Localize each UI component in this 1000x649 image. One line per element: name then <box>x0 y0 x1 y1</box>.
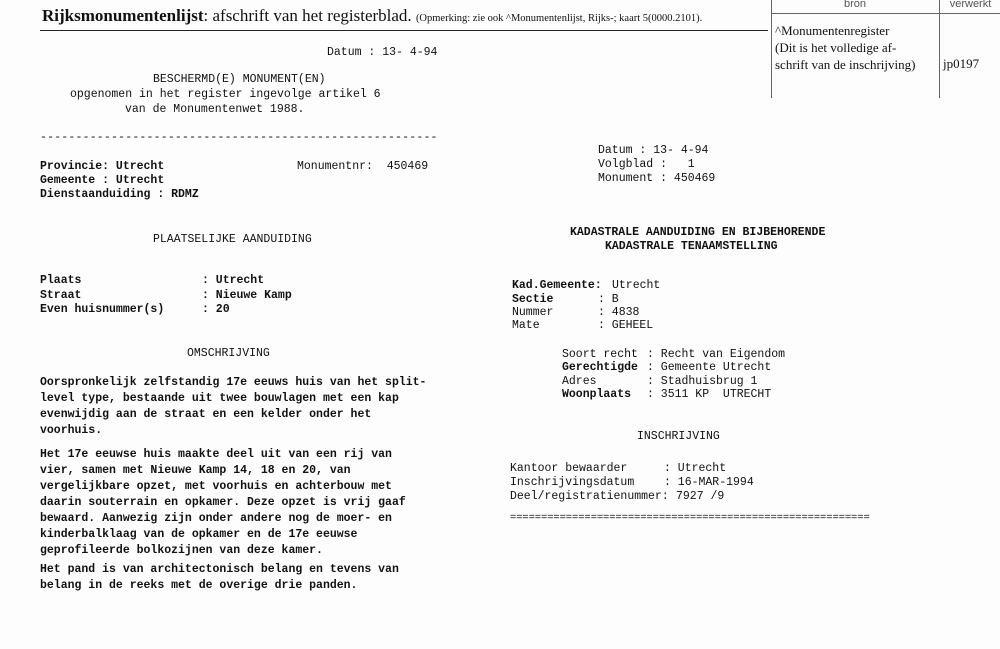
kad-gemeente-label: Kad.Gemeente: <box>512 279 602 292</box>
plaats-value: : Utrecht <box>202 274 265 287</box>
title-bold: Rijksmonumentenlijst <box>42 6 204 25</box>
left-heading-2: opgenomen in het register ingevolge artikel 6 <box>70 88 381 101</box>
inschrijvingsdatum-label: Inschrijvingsdatum <box>510 476 635 489</box>
left-heading-3: van de Monumentenwet 1988. <box>125 103 305 116</box>
deel-value: 7927 /9 <box>676 490 725 503</box>
sectie-value: : B <box>598 293 619 306</box>
straat-value: : Nieuwe Kamp <box>202 289 292 302</box>
source-box-left-border <box>771 0 772 98</box>
inschrijving-heading: INSCHRIJVING <box>637 430 720 443</box>
source-line-3: schrift van de inschrijving) <box>775 57 916 72</box>
kadastrale-heading-2: KADASTRALE TENAAMSTELLING <box>605 240 778 253</box>
kantoor-value: : Utrecht <box>664 462 727 475</box>
processed-code: jp0197 <box>943 56 980 71</box>
mate-value: : GEHEEL <box>598 319 654 332</box>
soort-recht-label: Soort recht <box>562 348 638 361</box>
woonplaats-value: : 3511 KP UTRECHT <box>647 388 772 401</box>
description-paragraph-3: Het pand is van architectonisch belang en tevens van belang in de reeks met de overige drie panden. <box>40 563 399 592</box>
omschrijving-heading: OMSCHRIJVING <box>187 347 270 360</box>
kad-gemeente-value: Utrecht <box>612 279 661 292</box>
mate-label: Mate <box>512 319 540 332</box>
source-box-header-line <box>771 13 1000 14</box>
adres-label: Adres <box>562 375 597 388</box>
adres-value: : Stadhuisbrug 1 <box>647 375 758 388</box>
title-note: (Opmerking: zie ook ^Monumentenlijst, Rijks-; kaart 5(0000.2101). <box>415 13 703 24</box>
source-box <box>771 0 1000 98</box>
huisnummer-label: Even huisnummer(s) <box>40 303 165 316</box>
gerechtigde-label: Gerechtigde <box>562 361 638 374</box>
kantoor-label: Kantoor bewaarder <box>510 462 628 475</box>
description-paragraph-2: Het 17e eeuwse huis maakte deel uit van een rij van vier, samen met Nieuwe Kamp 14, 18 en 20, van vergelijkbare opzet, met voorhuis en achterbouw met daarin souterrain en opkamer. Deze opzet is vrij gaaf bewaard. Aanwezig zijn onder andere nog de moer- en kinderbalklaag van de opkamer en de 17e eeuwse geprofileerde bolkozijnen van deze kamer. <box>40 448 406 557</box>
dienstaanduiding: Dienstaanduiding : RDMZ <box>40 188 199 201</box>
page-title <box>42 6 702 26</box>
soort-recht-value: : Recht van Eigendom <box>647 348 786 361</box>
plaats-label: Plaats <box>40 274 82 287</box>
verwerkt-header: verwerkt <box>949 0 992 10</box>
nummer-label: Nummer <box>512 306 554 319</box>
left-heading-1: BESCHERMD(E) MONUMENT(EN) <box>153 73 326 86</box>
sectie-label: Sectie <box>512 293 554 306</box>
source-line-1: ^Monumentenregister <box>775 23 890 38</box>
provincie: Provincie: Utrecht <box>40 160 165 173</box>
woonplaats-label: Woonplaats <box>562 388 632 401</box>
source-box-divider <box>939 0 940 98</box>
monumentnr: Monumentnr: 450469 <box>297 160 429 173</box>
source-text <box>775 22 915 73</box>
left-dash-rule: -------------------------------------------------------- <box>40 131 438 144</box>
source-line-2: (Dit is het volledige af- <box>775 40 897 55</box>
description-paragraph-1: Oorspronkelijk zelfstandig 17e eeuws huis van het split-level type, bestaande uit twee bouwlagen met een kap evenwijdig aan de straat en een kelder onder het voorhuis. <box>40 376 427 437</box>
straat-label: Straat <box>40 289 82 302</box>
deel-label: Deel/registratienummer: <box>510 490 669 503</box>
gerechtigde-value: : Gemeente Utrecht <box>647 361 772 374</box>
huisnummer-value: : 20 <box>202 303 230 316</box>
kadastrale-heading-1: KADASTRALE AANDUIDING EN BIJBEHORENDE <box>570 226 826 239</box>
gemeente: Gemeente : Utrecht <box>40 174 165 187</box>
right-datum: Datum : 13- 4-94 <box>598 144 709 157</box>
title-rest: : afschrift van het registerblad. <box>203 6 412 25</box>
right-volgblad: Volgblad : 1 <box>598 158 695 171</box>
nummer-value: : 4838 <box>598 306 640 319</box>
title-underline <box>40 30 768 31</box>
inschrijvingsdatum-value: : 16-MAR-1994 <box>664 476 754 489</box>
right-monument: Monument : 450469 <box>598 172 716 185</box>
right-equals-rule: ========================================================== <box>510 512 870 524</box>
left-datum: Datum : 13- 4-94 <box>327 46 438 59</box>
bron-header: bron <box>843 0 867 10</box>
plaatselijke-heading: PLAATSELIJKE AANDUIDING <box>153 233 312 246</box>
